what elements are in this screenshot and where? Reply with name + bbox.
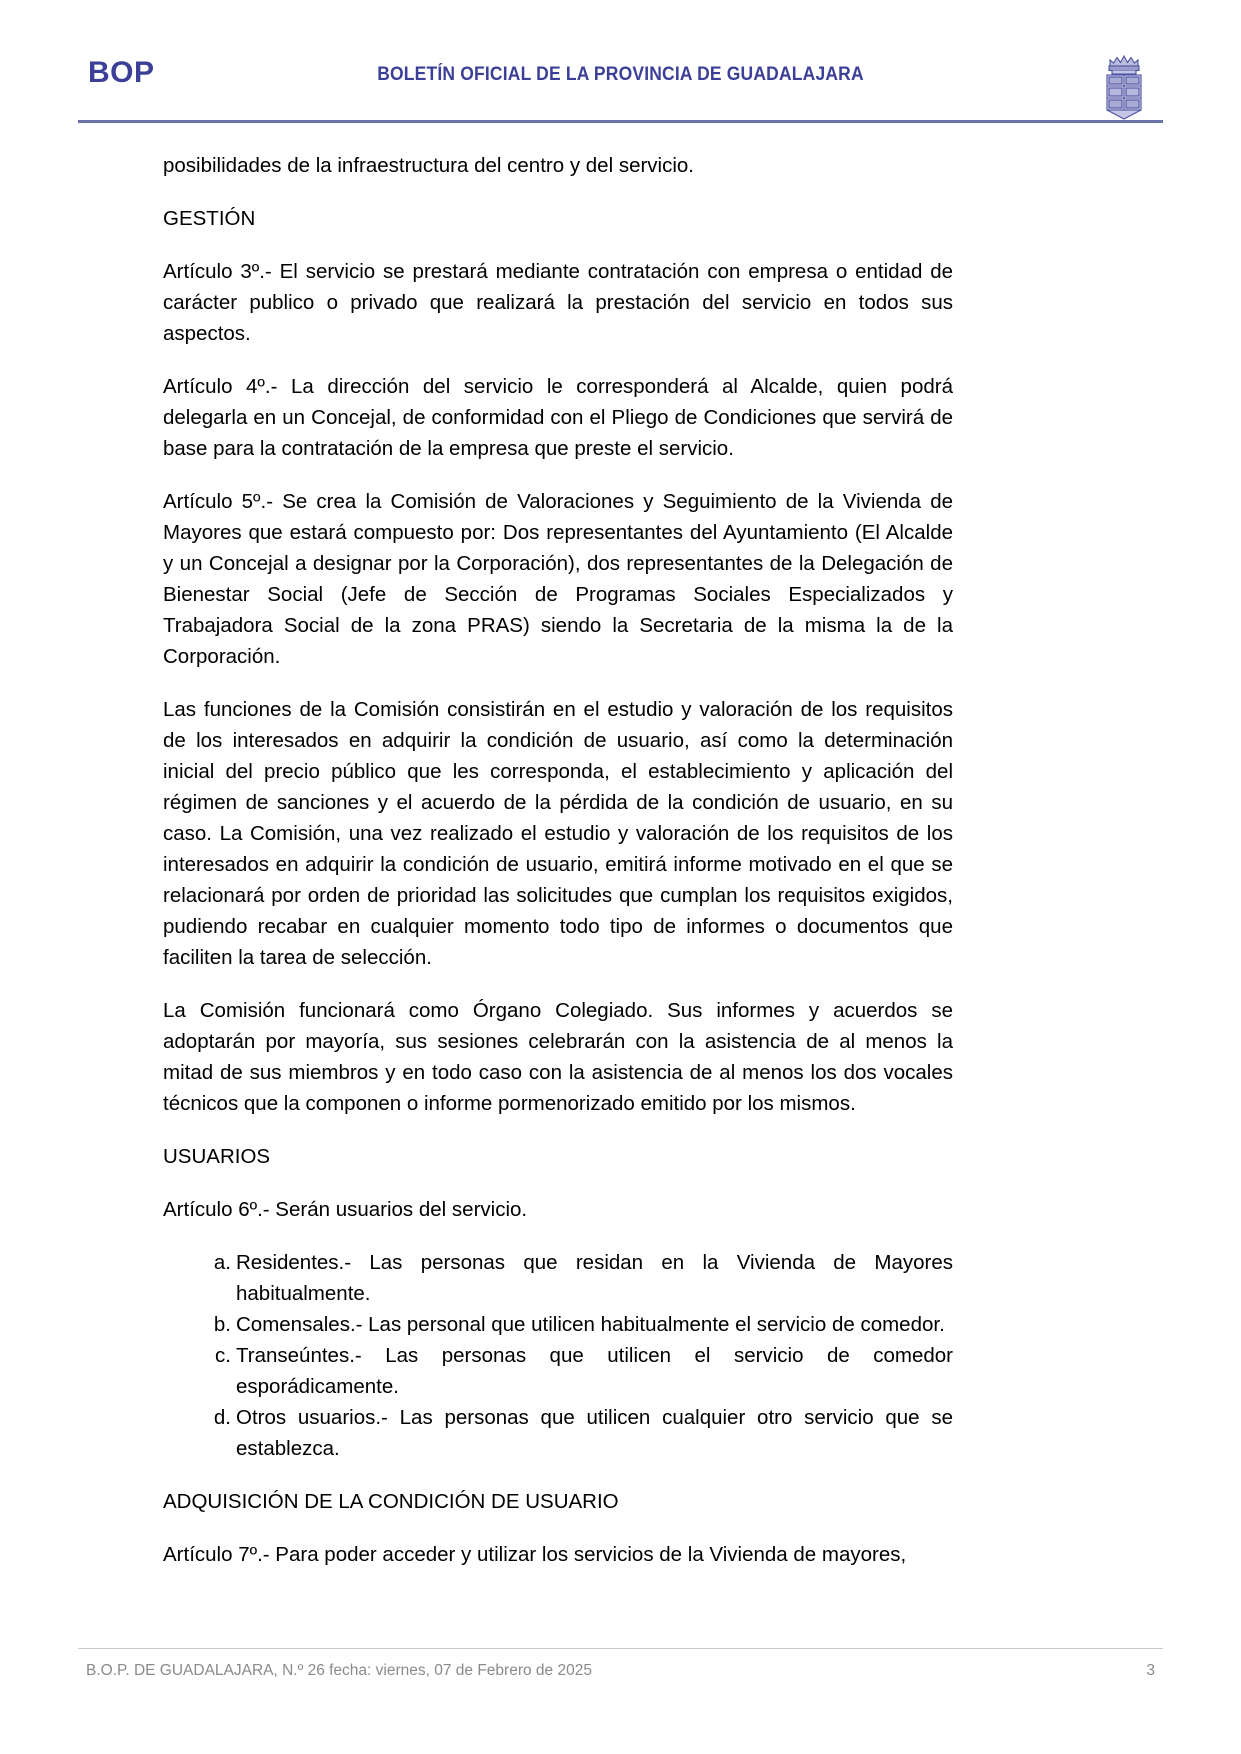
page-title: BOLETÍN OFICIAL DE LA PROVINCIA DE GUADALAJARA: [377, 64, 864, 85]
page-number: 3: [1146, 1662, 1155, 1679]
body-paragraph: Artículo 5º.- Se crea la Comisión de Valoraciones y Seguimiento de la Vivienda de Mayores que estará compuesto por: Dos representantes del Ayuntamiento (El Alcalde y un Concejal a designar por la Corporación), dos representantes de la Delegación de Bienestar Social (Jefe de Sección de Programas Sociales Especializados y Trabajadora Social de la zona PRAS) siendo la Secretaria de la misma la de la Corporación.: [163, 490, 953, 668]
document-body: [163, 150, 953, 1592]
body-paragraph: posibilidades de la infraestructura del centro y del servicio.: [163, 154, 694, 177]
list-item: Transeúntes.- Las personas que utilicen el servicio de comedor esporádicamente.: [236, 1344, 953, 1398]
footer-divider: [78, 1648, 1163, 1649]
header-divider: [78, 120, 1163, 123]
body-paragraph: Artículo 4º.- La dirección del servicio le corresponderá al Alcalde, quien podrá delegarla en un Concejal, de conformidad con el Pliego de Condiciones que servirá de base para la contratación de la empresa que preste el servicio.: [163, 375, 953, 460]
list-item: Otros usuarios.- Las personas que utilicen cualquier otro servicio que se establezca.: [236, 1406, 953, 1460]
page-header: [0, 0, 1241, 122]
section-heading: USUARIOS: [163, 1145, 271, 1168]
page-header-inner: [78, 0, 1163, 122]
section-heading: GESTIÓN: [163, 207, 256, 230]
body-paragraph: Artículo 6º.- Serán usuarios del servicio.: [163, 1198, 528, 1221]
section-heading: ADQUISICIÓN DE LA CONDICIÓN DE USUARIO: [163, 1490, 619, 1513]
body-paragraph: Las funciones de la Comisión consistirán en el estudio y valoración de los requisitos de los interesados en adquirir la condición de usuario, así como la determinación inicial del precio público que les corresponda, el establecimiento y aplicación del régimen de sanciones y el acuerdo de la pérdida de la condición de usuario, en su caso. La Comisión, una vez realizado el estudio y valoración de los requisitos de los interesados en adquirir la condición de usuario, emitirá informe motivado en el que se relacionará por orden de prioridad las solicitudes que cumplan los requisitos exigidos, pudiendo recabar en cualquier momento todo tipo de informes o documentos que faciliten la tarea de selección.: [163, 698, 953, 969]
footer-publication-info: B.O.P. DE GUADALAJARA, N.º 26 fecha: viernes, 07 de Febrero de 2025: [86, 1662, 592, 1679]
page-footer: [78, 1648, 1163, 1688]
bop-logo: BOP: [88, 56, 155, 89]
guadalajara-coat-of-arms-icon: [1098, 48, 1150, 120]
body-paragraph: La Comisión funcionará como Órgano Colegiado. Sus informes y acuerdos se adoptarán por mayoría, sus sesiones celebrarán con la asistencia de al menos la mitad de sus miembros y en todo caso con la asistencia de al menos los dos vocales técnicos que la componen o informe pormenorizado emitido por los mismos.: [163, 999, 953, 1115]
body-paragraph: Artículo 3º.- El servicio se prestará mediante contratación con empresa o entidad de carácter publico o privado que realizará la prestación del servicio en todos sus aspectos.: [163, 260, 953, 345]
lettered-list: [163, 1247, 953, 1464]
list-item: Residentes.- Las personas que residan en la Vivienda de Mayores habitualmente.: [236, 1251, 953, 1305]
list-item: Comensales.- Las personal que utilicen habitualmente el servicio de comedor.: [236, 1313, 945, 1336]
body-paragraph: Artículo 7º.- Para poder acceder y utilizar los servicios de la Vivienda de mayores,: [163, 1543, 907, 1566]
